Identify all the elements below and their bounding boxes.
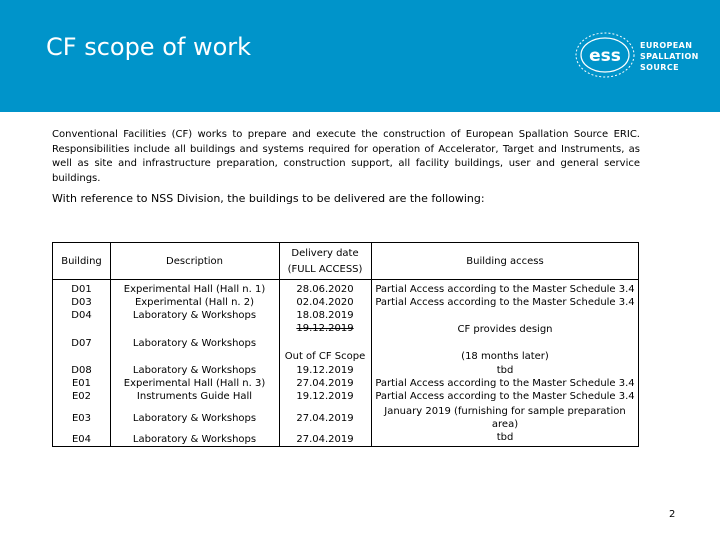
building-description: Laboratory & Workshops xyxy=(132,365,257,376)
building-access: Partial Access according to the Master Schedule 3.4 xyxy=(375,297,635,308)
building-access: (18 months later) xyxy=(461,351,549,362)
delivery-date: 27.04.2019 xyxy=(296,413,354,424)
building-access: tbd xyxy=(496,432,514,443)
delivery-date: 02.04.2020 xyxy=(296,297,354,308)
header-delivery-date: Delivery date xyxy=(291,248,359,259)
header-full-access: (FULL ACCESS) xyxy=(287,264,363,275)
delivery-date: 27.04.2019 xyxy=(296,434,354,445)
building-access: CF provides design xyxy=(457,324,553,335)
building-code: E01 xyxy=(71,378,92,389)
intro-paragraph: Conventional Facilities (CF) works to prepare and execute the construction of European Spallation Source ERIC. Responsibilities include all buildings and systems required for operation of Accelerator, Target and Instruments, as well as site and infrastructure preparation, construction support, all facility buildings, user and general service buildings. xyxy=(52,129,640,184)
delivery-date: 19.12.2019 xyxy=(296,391,354,402)
logo-line-1: EUROPEAN xyxy=(640,41,693,50)
svg-text:ess: ess xyxy=(589,46,621,66)
building-description: Instruments Guide Hall xyxy=(136,391,253,402)
header-description: Description xyxy=(166,256,223,267)
building-description: Laboratory & Workshops xyxy=(132,413,257,424)
building-code: D04 xyxy=(71,310,92,321)
building-access: Partial Access according to the Master Schedule 3.4 xyxy=(375,378,635,389)
building-access: Partial Access according to the Master Schedule 3.4 xyxy=(375,391,635,402)
header-divider xyxy=(53,279,638,280)
building-access: tbd xyxy=(496,365,514,376)
building-description: Experimental Hall (Hall n. 1) xyxy=(123,284,266,295)
building-description: Experimental (Hall n. 2) xyxy=(134,297,255,308)
building-description: Experimental Hall (Hall n. 3) xyxy=(123,378,266,389)
header-building-access: Building access xyxy=(466,256,544,267)
ess-logo xyxy=(574,30,699,80)
slide-title: CF scope of work xyxy=(46,33,252,61)
logo-text xyxy=(640,40,699,73)
building-code: E02 xyxy=(71,391,92,402)
page-number: 2 xyxy=(669,509,676,520)
delivery-date: 27.04.2019 xyxy=(296,378,354,389)
building-access: Partial Access according to the Master Schedule 3.4 xyxy=(375,284,635,295)
building-access: January 2019 (furnishing for sample preparation xyxy=(384,406,626,417)
logo-line-3: SOURCE xyxy=(640,63,679,72)
delivery-date: 18.08.2019 xyxy=(296,310,354,321)
ess-logo-icon xyxy=(574,30,636,80)
buildings-table xyxy=(52,242,639,447)
delivery-date: 19.12.2019 xyxy=(296,365,354,376)
building-code: D03 xyxy=(71,297,92,308)
logo-line-2: SPALLATION xyxy=(640,52,699,61)
building-access: area) xyxy=(491,419,519,430)
subheading: With reference to NSS Division, the buildings to be delivered are the following: xyxy=(52,192,485,205)
building-code: D01 xyxy=(71,284,92,295)
building-code: E04 xyxy=(71,434,92,445)
building-description: Laboratory & Workshops xyxy=(132,338,257,349)
building-code: D08 xyxy=(71,365,92,376)
delivery-date: Out of CF Scope xyxy=(284,351,366,362)
delivery-date: 28.06.2020 xyxy=(296,284,354,295)
delivery-date-struck: 19.12.2019 xyxy=(296,323,354,334)
header-bar xyxy=(0,0,720,112)
building-description: Laboratory & Workshops xyxy=(132,434,257,445)
building-code: E03 xyxy=(71,413,92,424)
building-code: D07 xyxy=(71,338,92,349)
building-description: Laboratory & Workshops xyxy=(132,310,257,321)
header-building: Building xyxy=(61,256,102,267)
